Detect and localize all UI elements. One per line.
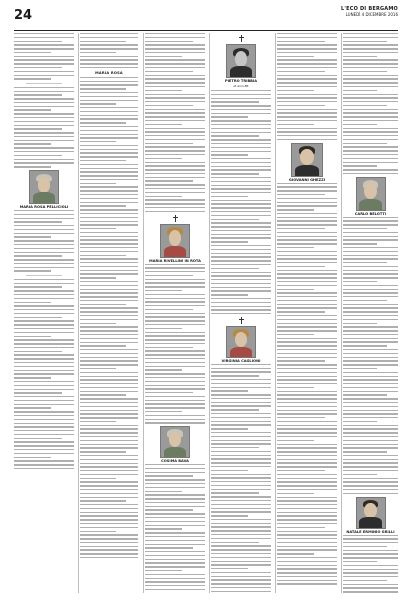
paper-info bbox=[341, 7, 398, 17]
header-rule bbox=[14, 30, 398, 31]
portrait-photo bbox=[29, 170, 59, 204]
page-number: 24 bbox=[14, 8, 33, 23]
deceased-age: di anni 86 bbox=[233, 84, 249, 88]
column-1 bbox=[14, 33, 74, 593]
deceased-name: CARLO BELOTTI bbox=[354, 211, 387, 216]
notice-text bbox=[211, 364, 271, 593]
cross-icon bbox=[239, 35, 244, 42]
notice-text bbox=[80, 33, 138, 68]
obituary-notice bbox=[277, 33, 337, 585]
cross-icon bbox=[173, 215, 178, 222]
obituary-notice bbox=[211, 35, 271, 593]
notice-text bbox=[277, 33, 337, 140]
column-2 bbox=[80, 33, 138, 593]
notice-text bbox=[14, 33, 74, 80]
deceased-name: COSIMA BAVA bbox=[161, 459, 189, 464]
obituary-page bbox=[14, 33, 398, 593]
portrait-photo bbox=[160, 426, 190, 458]
cross-icon bbox=[239, 317, 244, 324]
notice-text bbox=[343, 33, 398, 174]
notice-text bbox=[14, 279, 74, 469]
column-6 bbox=[343, 33, 398, 593]
divider bbox=[26, 275, 62, 276]
divider bbox=[26, 83, 62, 84]
notice-text bbox=[277, 183, 337, 585]
portrait-photo bbox=[226, 326, 256, 358]
column-3 bbox=[145, 33, 205, 593]
portrait-photo bbox=[291, 143, 323, 177]
column-5 bbox=[277, 33, 337, 593]
obituary-notice bbox=[14, 33, 74, 469]
paper-date: LUNEDÌ 4 DICEMBRE 2016 bbox=[345, 11, 398, 17]
portrait-photo bbox=[160, 224, 190, 258]
deceased-name: GIOVANNI GHEZZI bbox=[288, 177, 326, 182]
notice-text bbox=[343, 217, 398, 494]
obituary-notice bbox=[343, 33, 398, 593]
obituary-notice bbox=[80, 33, 138, 558]
column-4 bbox=[211, 33, 271, 593]
masthead bbox=[14, 6, 398, 28]
portrait-photo bbox=[226, 44, 256, 78]
deceased-name: MARIA ROSA PELLICIOLI bbox=[19, 204, 69, 209]
notice-text bbox=[145, 33, 205, 212]
portrait-photo bbox=[356, 497, 386, 529]
portrait-photo bbox=[356, 177, 386, 211]
deceased-name: PIETRO TRIBBIA bbox=[224, 79, 258, 83]
notice-heading: MARIA ROSA bbox=[95, 70, 123, 75]
notice-text bbox=[14, 210, 74, 272]
deceased-name: MARIA RIVELLINI IN ROTA bbox=[149, 258, 201, 263]
notice-text bbox=[80, 77, 138, 559]
notice-text bbox=[145, 264, 205, 424]
notice-text bbox=[14, 87, 74, 168]
notice-text bbox=[145, 464, 205, 593]
notice-text bbox=[343, 535, 398, 594]
notice-text bbox=[211, 90, 271, 314]
deceased-name: NATALE ERMINIO GRILLI bbox=[346, 529, 395, 534]
deceased-name: VIRGINIA CAGLIONI bbox=[221, 358, 261, 363]
paper-name: L'ECO DI BERGAMO bbox=[340, 6, 398, 12]
obituary-notice bbox=[145, 33, 205, 593]
